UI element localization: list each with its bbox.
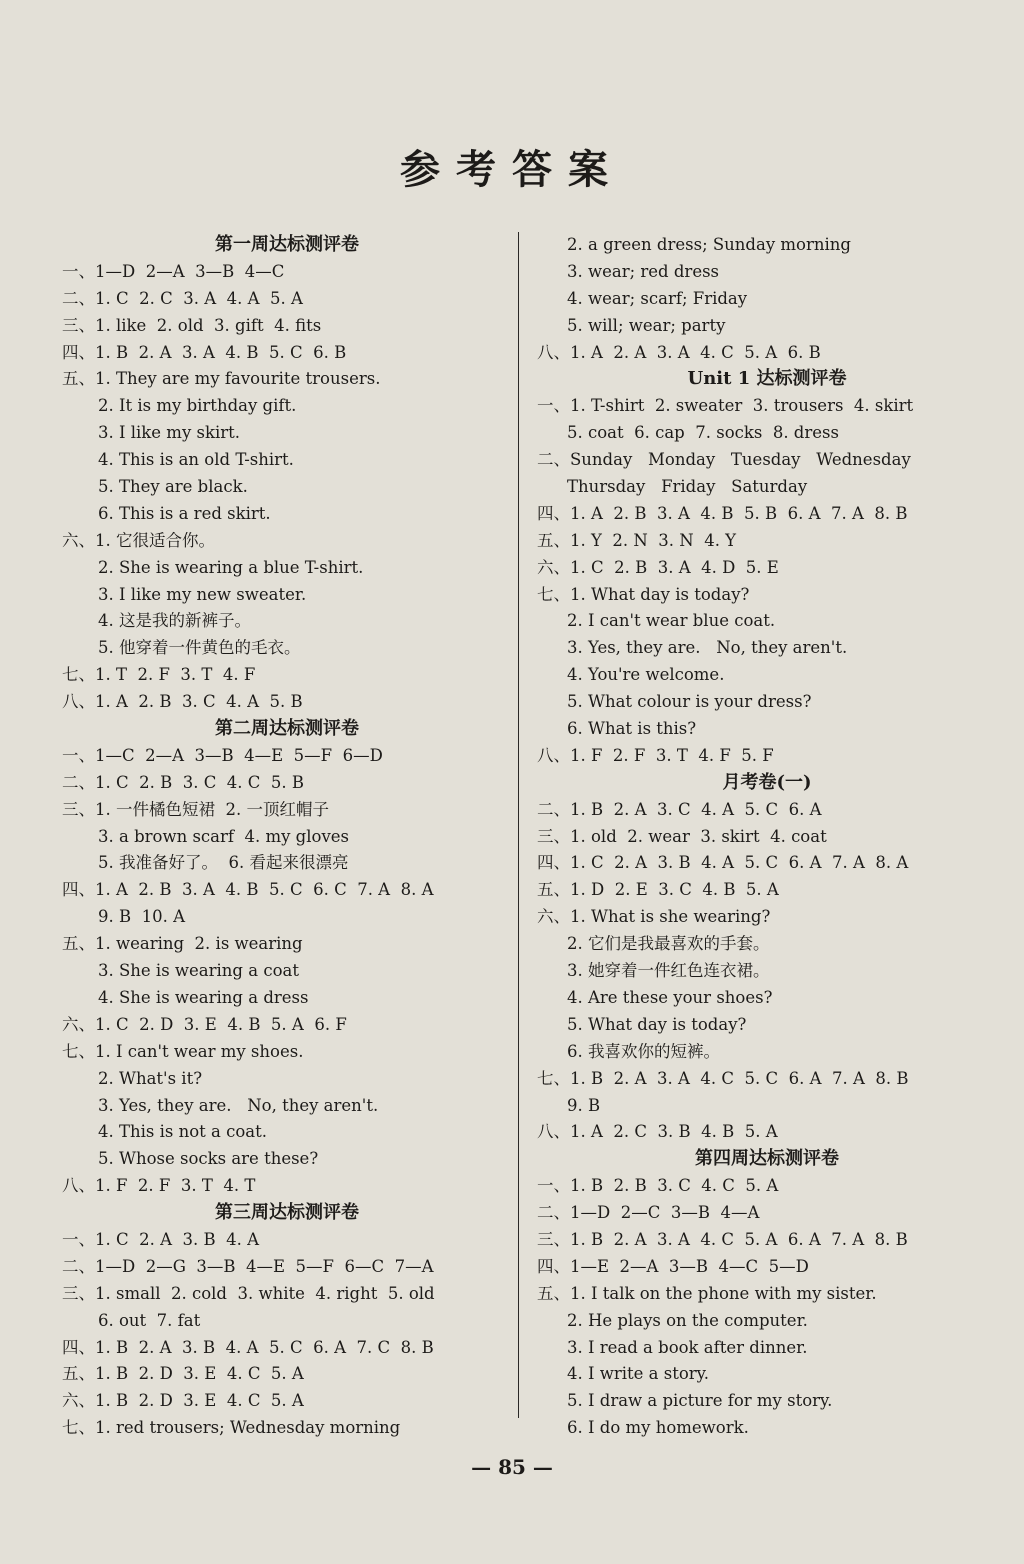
answer-line: 五、1. Y 2. N 3. N 4. Y xyxy=(537,530,737,550)
answer-line: 七、1. T 2. F 3. T 4. F xyxy=(62,665,256,685)
answer-line: 2. He plays on the computer. xyxy=(567,1310,808,1330)
answer-line: 四、1. A 2. B 3. A 4. B 5. C 6. C 7. A 8. A xyxy=(62,880,434,900)
answer-line: Thursday Friday Saturday xyxy=(567,477,808,497)
section-heading: 第三周达标测评卷 xyxy=(215,1202,359,1224)
answer-line: 6. This is a red skirt. xyxy=(98,503,271,523)
answer-line: 一、1. C 2. A 3. B 4. A xyxy=(62,1229,260,1249)
answer-line: 6. 我喜欢你的短裤。 xyxy=(567,1041,720,1061)
answer-line: 3. I like my skirt. xyxy=(98,423,241,443)
answer-line: 5. What colour is your dress? xyxy=(567,692,812,712)
answer-line: 4. You're welcome. xyxy=(567,665,725,685)
answer-line: 三、1. 一件橘色短裙 2. 一顶红帽子 xyxy=(62,799,329,819)
section-heading: 第一周达标测评卷 xyxy=(215,234,359,255)
answer-line: 5. will; wear; party xyxy=(567,315,726,335)
answer-line: 4. She is wearing a dress xyxy=(98,987,309,1007)
answer-line: 3. wear; red dress xyxy=(567,261,720,281)
answer-line: 4. This is an old T-shirt. xyxy=(98,450,294,470)
answer-line: 六、1. B 2. D 3. E 4. C 5. A xyxy=(62,1391,304,1411)
section-heading: 第二周达标测评卷 xyxy=(215,718,359,740)
answer-line: 八、1. A 2. C 3. B 4. B 5. A xyxy=(537,1122,778,1142)
answer-line: 4. wear; scarf; Friday xyxy=(567,288,748,308)
left-answer-column xyxy=(62,232,512,1442)
answer-line: 二、1. C 2. B 3. C 4. C 5. B xyxy=(62,772,305,792)
answer-line: 五、1. I talk on the phone with my sister. xyxy=(537,1283,877,1303)
section-heading: 第四周达标测评卷 xyxy=(695,1148,839,1170)
answer-line: 五、1. D 2. E 3. C 4. B 5. A xyxy=(537,880,779,900)
answer-line: 二、1. B 2. A 3. C 4. A 5. C 6. A xyxy=(537,799,822,819)
section-heading: 月考卷(一) xyxy=(722,771,812,793)
answer-line: 三、1. like 2. old 3. gift 4. fits xyxy=(62,315,322,335)
answer-line: 七、1. B 2. A 3. A 4. C 5. C 6. A 7. A 8. B xyxy=(537,1068,909,1088)
answer-line: 一、1—D 2—A 3—B 4—C xyxy=(62,261,285,281)
right-answer-column xyxy=(537,232,997,1442)
answer-line: 5. They are black. xyxy=(98,477,248,497)
answer-line: 三、1. B 2. A 3. A 4. C 5. A 6. A 7. A 8. B xyxy=(537,1229,908,1249)
answer-line: 二、1. C 2. C 3. A 4. A 5. A xyxy=(62,288,303,308)
answer-line: 6. out 7. fat xyxy=(98,1310,201,1330)
answer-line: 五、1. wearing 2. is wearing xyxy=(62,934,303,954)
answer-line: 2. What's it? xyxy=(98,1068,203,1088)
answer-line: 9. B 10. A xyxy=(98,907,186,927)
answer-line: 六、1. C 2. B 3. A 4. D 5. E xyxy=(537,557,779,577)
answer-line: 3. Yes, they are. No, they aren't. xyxy=(98,1095,379,1115)
answer-line: 八、1. F 2. F 3. T 4. T xyxy=(62,1176,256,1196)
section-heading: Unit 1 达标测评卷 xyxy=(687,368,847,390)
answer-line: 5. 我准备好了。 6. 看起来很漂亮 xyxy=(98,853,349,873)
answer-line: 四、1. B 2. A 3. A 4. B 5. C 6. B xyxy=(62,342,347,362)
answer-line: 2. a green dress; Sunday morning xyxy=(567,235,851,254)
answer-line: 2. I can't wear blue coat. xyxy=(567,611,776,631)
answer-line: 4. I write a story. xyxy=(567,1364,710,1384)
answer-line: 3. Yes, they are. No, they aren't. xyxy=(567,638,848,658)
answer-line: 四、1. B 2. A 3. B 4. A 5. C 6. A 7. C 8. B xyxy=(62,1337,434,1357)
answer-line: 二、1—D 2—G 3—B 4—E 5—F 6—C 7—A xyxy=(62,1256,434,1276)
answer-line: 5. 他穿着一件黄色的毛衣。 xyxy=(98,638,301,658)
answer-line: 二、Sunday Monday Tuesday Wednesday xyxy=(537,450,911,470)
answer-line: 3. I read a book after dinner. xyxy=(567,1337,808,1357)
answer-line: 六、1. What is she wearing? xyxy=(537,907,771,927)
page-title: 参考答案 xyxy=(400,146,624,193)
answer-line: 一、1. T-shirt 2. sweater 3. trousers 4. skirt xyxy=(537,396,914,416)
answer-line: 四、1. C 2. A 3. B 4. A 5. C 6. A 7. A 8. A xyxy=(537,853,909,873)
answer-line: 五、1. They are my favourite trousers. xyxy=(62,369,381,389)
column-divider xyxy=(518,232,519,1418)
answer-line: 9. B xyxy=(567,1095,601,1115)
answer-line: 七、1. red trousers; Wednesday morning xyxy=(62,1418,401,1438)
answer-line: 5. What day is today? xyxy=(567,1014,747,1034)
answer-line: 4. Are these your shoes? xyxy=(567,987,773,1007)
answer-line: 5. Whose socks are these? xyxy=(98,1149,319,1169)
answer-line: 4. This is not a coat. xyxy=(98,1122,268,1142)
answer-line: 3. I like my new sweater. xyxy=(98,584,307,604)
answer-line: 三、1. old 2. wear 3. skirt 4. coat xyxy=(537,826,827,846)
answer-line: 一、1. B 2. B 3. C 4. C 5. A xyxy=(537,1176,779,1196)
answer-line: 4. 这是我的新裤子。 xyxy=(98,611,251,631)
answer-line: 3. a brown scarf 4. my gloves xyxy=(98,826,350,846)
page-number: — 85 — xyxy=(471,1455,553,1479)
answer-line: 七、1. What day is today? xyxy=(537,584,750,604)
answer-line: 2. It is my birthday gift. xyxy=(98,396,297,416)
answer-line: 5. coat 6. cap 7. socks 8. dress xyxy=(567,423,839,443)
answer-line: 八、1. F 2. F 3. T 4. F 5. F xyxy=(537,745,774,765)
answer-line: 二、1—D 2—C 3—B 4—A xyxy=(537,1203,760,1223)
answer-line: 一、1—C 2—A 3—B 4—E 5—F 6—D xyxy=(62,745,383,765)
answer-line: 6. I do my homework. xyxy=(567,1418,749,1438)
answer-line: 四、1—E 2—A 3—B 4—C 5—D xyxy=(537,1256,809,1276)
answer-line: 五、1. B 2. D 3. E 4. C 5. A xyxy=(62,1364,304,1384)
answer-line: 八、1. A 2. A 3. A 4. C 5. A 6. B xyxy=(537,342,821,362)
answer-line: 八、1. A 2. B 3. C 4. A 5. B xyxy=(62,692,303,712)
answer-line: 2. 它们是我最喜欢的手套。 xyxy=(567,934,770,954)
answer-line: 2. She is wearing a blue T-shirt. xyxy=(98,557,364,577)
answer-line: 3. She is wearing a coat xyxy=(98,961,299,981)
answer-line: 3. 她穿着一件红色连衣裙。 xyxy=(567,961,770,981)
answer-line: 六、1. C 2. D 3. E 4. B 5. A 6. F xyxy=(62,1014,347,1034)
answer-line: 七、1. I can't wear my shoes. xyxy=(62,1041,304,1061)
answer-line: 六、1. 它很适合你。 xyxy=(62,530,215,550)
answer-line: 四、1. A 2. B 3. A 4. B 5. B 6. A 7. A 8. B xyxy=(537,503,908,523)
answer-line: 三、1. small 2. cold 3. white 4. right 5. old xyxy=(62,1283,435,1303)
answer-line: 6. What is this? xyxy=(567,719,697,739)
answer-line: 5. I draw a picture for my story. xyxy=(567,1391,833,1411)
